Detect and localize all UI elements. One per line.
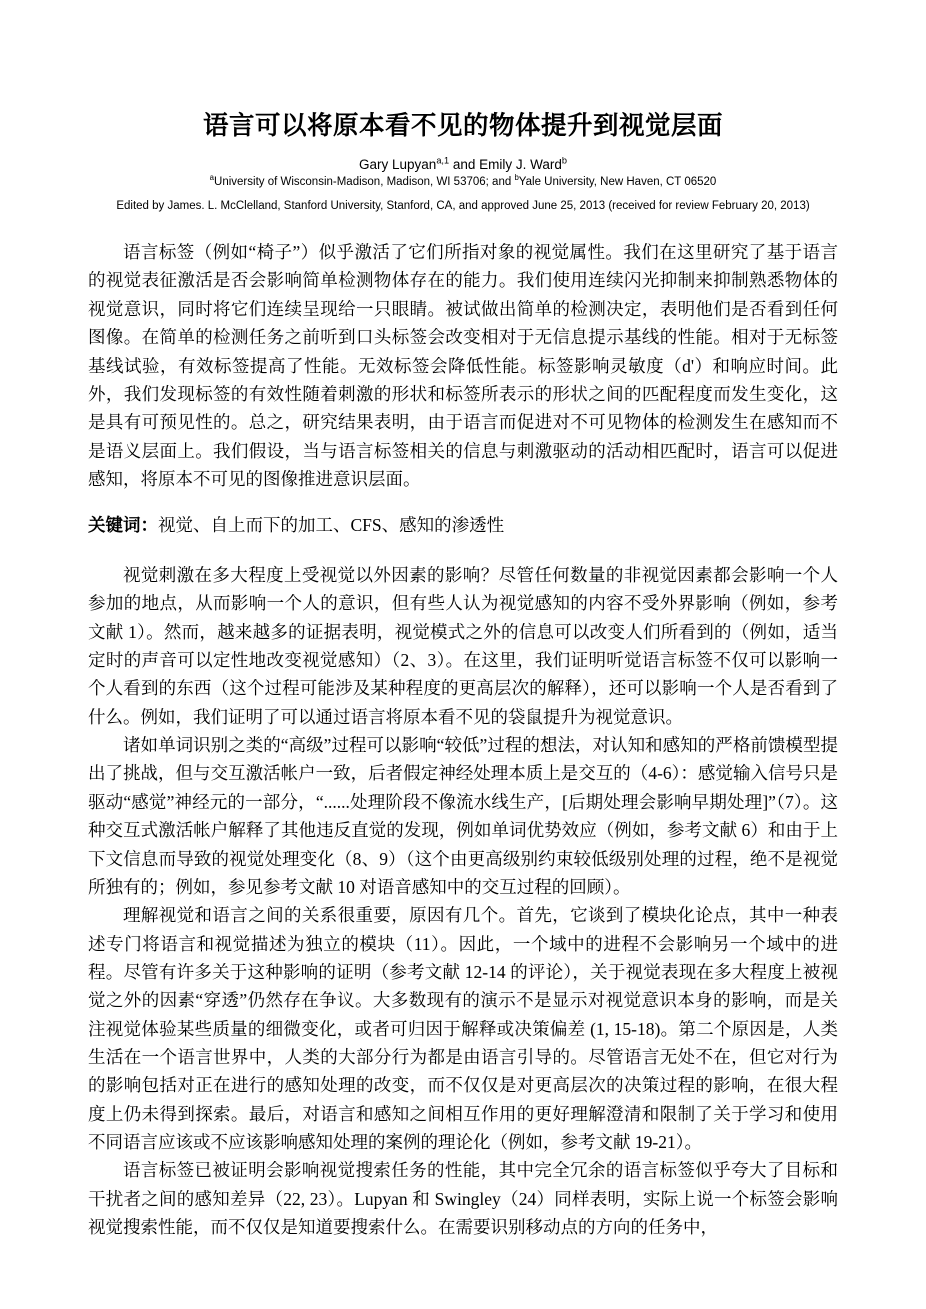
author-first-affil-marker: a,1: [436, 155, 450, 166]
keywords-label: 关键词：: [88, 514, 158, 535]
author-second-affil-marker: b: [561, 155, 567, 166]
affiliation-marker-a: a: [209, 173, 215, 183]
abstract-paragraph: 语言标签（例如“椅子”）似乎激活了它们所指对象的视觉属性。我们在这里研究了基于语言的视觉表征激活是否会影响简单检测物体存在的能力。我们使用连续闪光抑制来抑制熟悉物体的视觉意识，同时将它们连续呈现给一只眼睛。被试做出简单的检测决定，表明他们是否看到任何图像。在简单的检测任务之前听到口头标签会改变相对于无信息提示基线的性能。相对于无标签基线试验，有效标签提高了性能。无效标签会降低性能。标签影响灵敏度（d'）和响应时间。此外，我们发现标签的有效性随着刺激的形状和标签所表示的形状之间的匹配程度而发生变化，这是具有可预见性的。总之，研究结果表明，由于语言而促进对不可见物体的检测发生在感知而不是语义层面上。我们假设，当与语言标签相关的信息与刺激驱动的活动相匹配时，语言可以促进感知，将原本不可见的图像推进意识层面。: [88, 242, 838, 489]
author-line: [88, 157, 838, 172]
affiliation-text-b: Yale University, New Haven, CT 06520: [518, 176, 717, 189]
body-paragraph-3: 理解视觉和语言之间的关系很重要，原因有几个。首先，它谈到了模块化论点，其中一种表述专门将语言和视觉描述为独立的模块（11）。因此，一个域中的进程不会影响另一个域中的进程。尽管有许多关于这种影响的证明（参考文献 12-14 的评论），关于视觉表现在多大程度上被视觉之外的因素“穿透”仍然存在争议。大多数现有的演示不是显示对视觉意识本身的影响，而是关注视觉体验某些质量的细微变化，或者可归因于解释或决策偏差 (1, 15-18)。第二个原因是，人类生活在一个语言世界中，人类的大部分行为都是由语言引导的。尽管语言无处不在，但它对行为的影响包括对正在进行的感知处理的改变，而不仅仅是对更高层次的决策过程的影响，在很大程度上仍未得到探索。最后，对语言和感知之间相互作用的更好理解澄清和限制了关于学习和使用不同语言应该或不应该影响感知处理的案例的理论化（例如，参考文献 19-21）。: [88, 905, 838, 1152]
affiliation-line: [88, 173, 838, 189]
author-conjunction: and Emily J. Ward: [449, 157, 562, 173]
editor-note: Edited by James. L. McClelland, Stanford University, Stanford, CA, and approved June 25, 2013 (received for review February 20, 2013): [116, 200, 810, 213]
affiliation-marker-b: b: [514, 173, 519, 183]
body-paragraph-1: 视觉刺激在多大程度上受视觉以外因素的影响？尽管任何数量的非视觉因素都会影响一个人参加的地点，从而影响一个人的意识，但有些人认为视觉感知的内容不受外界影响（例如，参考文献 1）。然而，越来越多的证据表明，视觉模式之外的信息可以改变人们所看到的（例如，适当定时的声音可以定性地改变视觉感知）（2、3）。在这里，我们证明听觉语言标签不仅可以影响一个人看到的东西（这个过程可能涉及某种程度的更高层次的解释），还可以影响一个人是否看到了什么。例如，我们证明了可以通过语言将原本看不见的袋鼠提升为视觉意识。: [88, 565, 838, 727]
author-first: Gary Lupyan: [359, 157, 437, 173]
page-title: 语言可以将原本看不见的物体提升到视觉层面: [202, 112, 723, 140]
keywords-value: 视觉、自上而下的加工、CFS、感知的渗透性: [158, 514, 505, 535]
body-paragraph-4: 语言标签已被证明会影响视觉搜索任务的性能，其中完全冗余的语言标签似乎夸大了目标和干扰者之间的感知差异（22, 23）。Lupyan 和 Swingley（24）同样表明，实际上说一个标签会影响视觉搜索性能，而不仅仅是知道要搜索什么。在需要识别移动点的方向的任务中，: [88, 1160, 838, 1237]
affiliation-text-a: University of Wisconsin-Madison, Madison, WI 53706; and: [214, 176, 515, 189]
body-paragraph-2: 诸如单词识别之类的“高级”过程可以影响“较低”过程的想法，对认知和感知的严格前馈模型提出了挑战，但与交互激活帐户一致，后者假定神经处理本质上是交互的（4-6）：感觉输入信号只是驱动“感觉”神经元的一部分，“......处理阶段不像流水线生产，[后期处理会影响早期处理]”（7）。这种交互式激活帐户解释了其他违反直觉的发现，例如单词优势效应（例如，参考文献 6）和由于上下文信息而导致的视觉处理变化（8、9）（这个由更高级别约束较低级别处理的过程，绝不是视觉所独有的；例如，参见参考文献 10 对语音感知中的交互过程的回顾）。: [88, 735, 838, 897]
keywords-line: [88, 511, 838, 539]
